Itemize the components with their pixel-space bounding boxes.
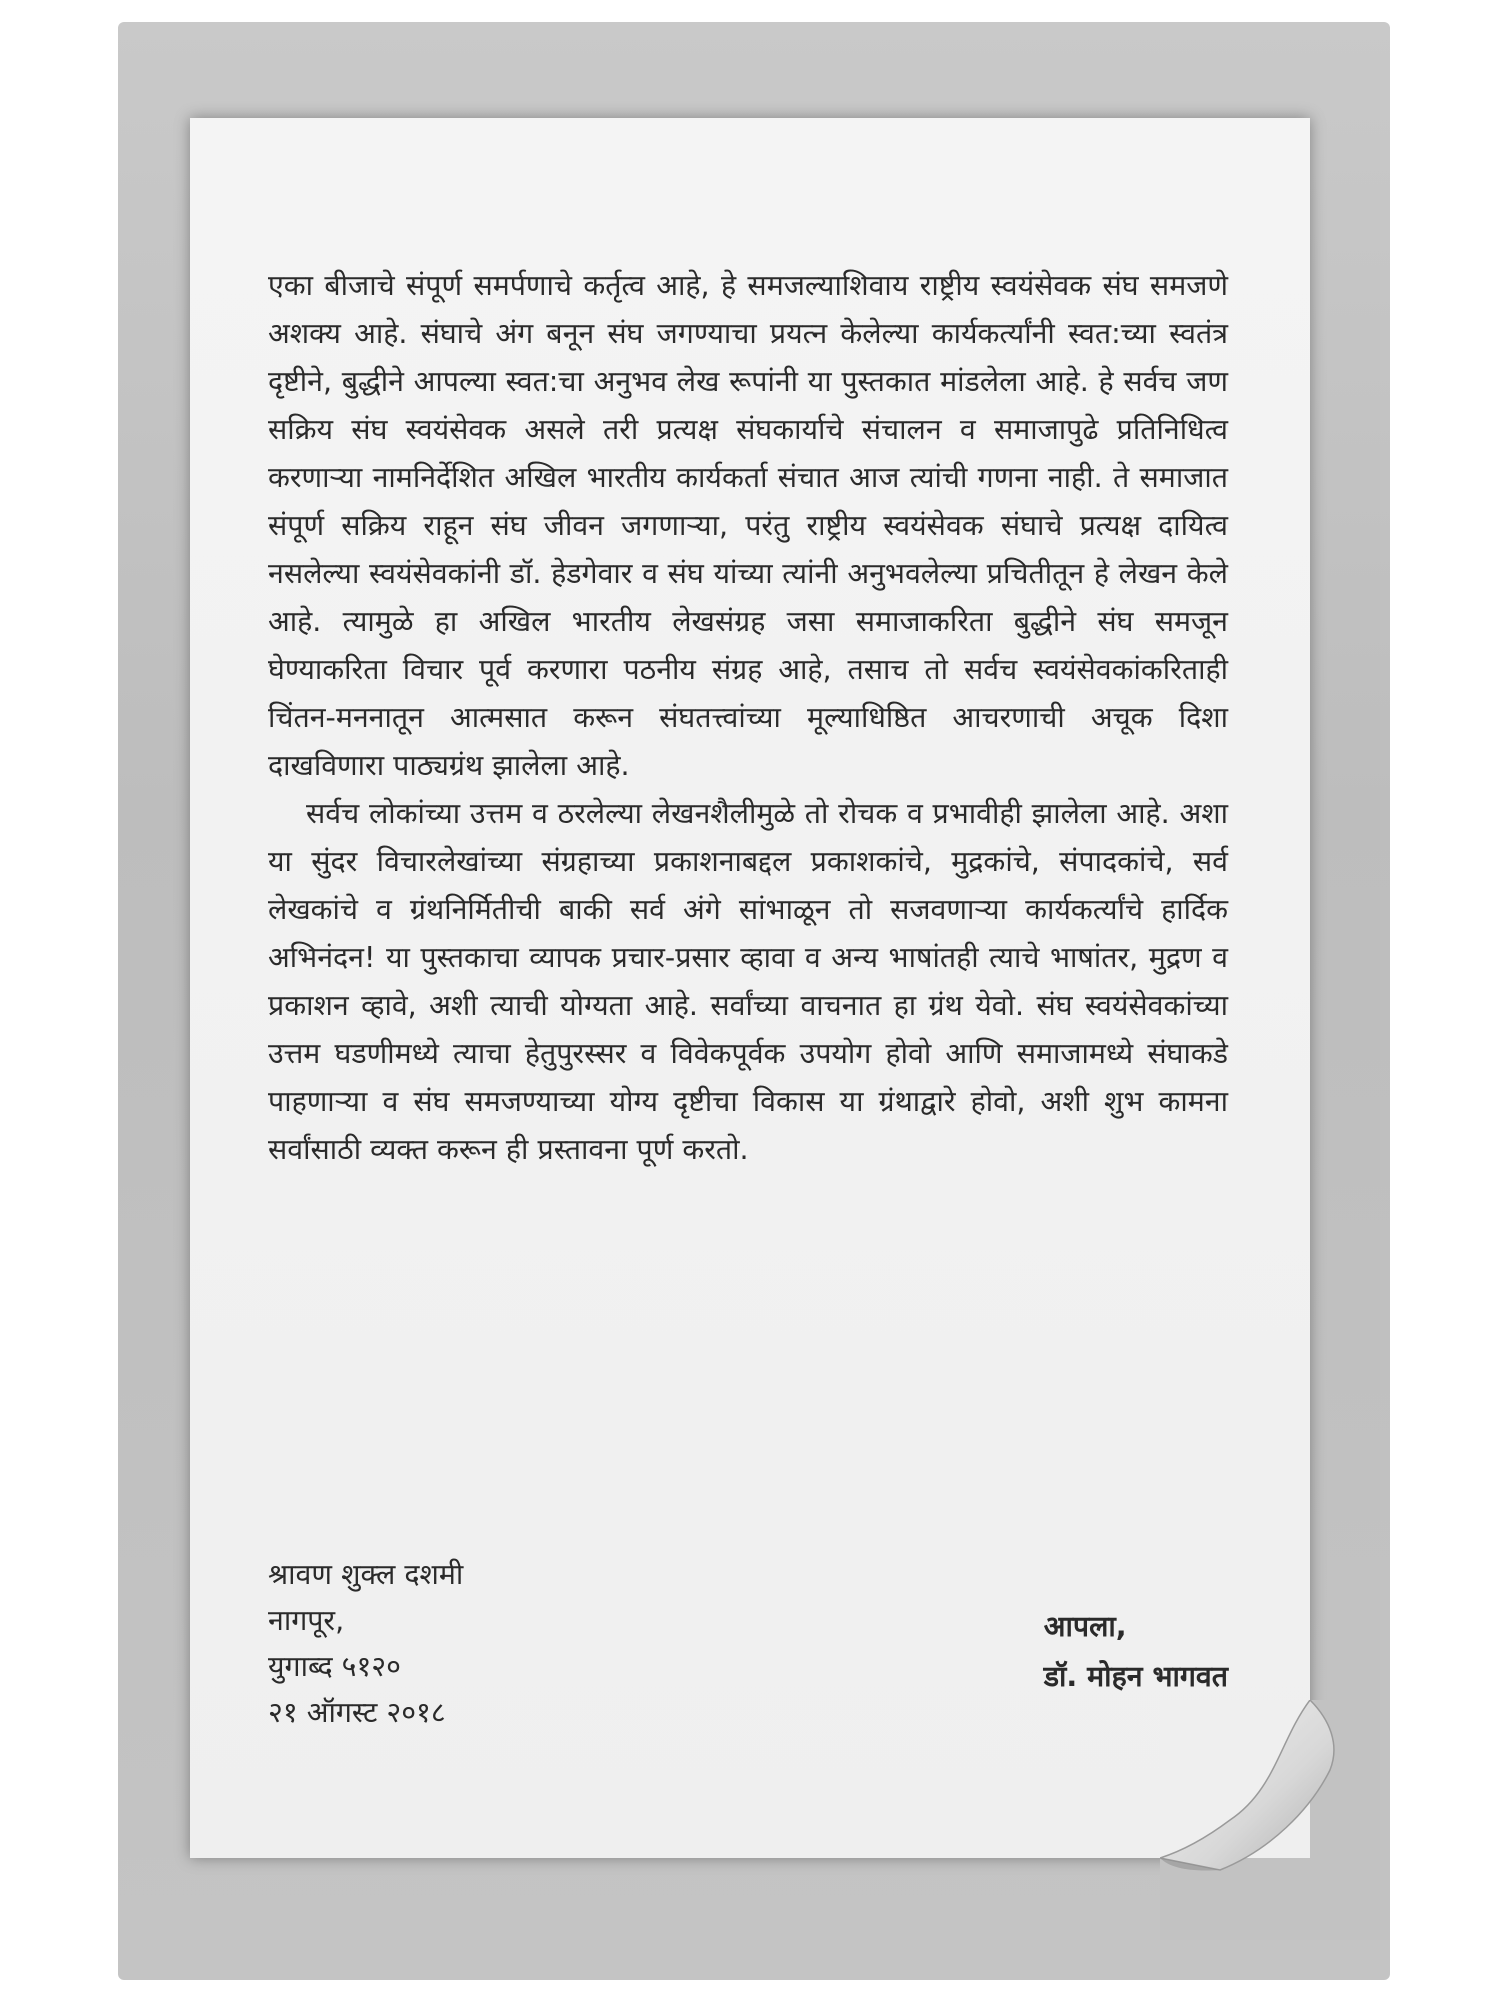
paragraph-1: एका बीजाचे संपूर्ण समर्पणाचे कर्तृत्व आहे, हे समजल्याशिवाय राष्ट्रीय स्वयंसेवक संघ समजणे अशक्य आहे. संघाचे अंग बनून संघ जगण्याचा प्रयत्न केलेल्या कार्यकर्त्यांनी स्वत:च्या स्वतंत्र दृष्टीने, बुद्धीने आपल्या स्वत:चा अनुभव लेख रूपांनी या पुस्तकात मांडलेला आहे. हे सर्वच जण सक्रिय संघ स्वयंसेवक असले तरी प्रत्यक्ष संघकार्याचे संचालन व समाजापुढे प्रतिनिधित्व करणाऱ्या नामनिर्देशित अखिल भारतीय कार्यकर्ता संचात आज त्यांची गणना नाही. ते समाजात संपूर्ण सक्रिय राहून संघ जीवन जगणाऱ्या, परंतु राष्ट्रीय स्वयंसेवक संघाचे प्रत्यक्ष दायित्व नसलेल्या स्वयंसेवकांनी डॉ. हेडगेवार व संघ यांच्या त्यांनी अनुभवलेल्या प्रचितीतून हे लेखन केले आहे. त्यामुळे हा अखिल भारतीय लेखसंग्रह जसा समाजाकरिता बुद्धीने संघ समजून घेण्याकरिता विचार पूर्व करणारा पठनीय संग्रह आहे, तसाच तो सर्वच स्वयंसेवकांकरिताही चिंतन-मननातून आत्मसात करून संघतत्त्वांच्या मूल्याधिष्ठित आचरणाची अचूक दिशा दाखविणारा पाठ्यग्रंथ झालेला आहे. [268,269,1228,782]
place-text: नागपूर, [268,1604,345,1637]
date-place-block [268,1552,463,1736]
paragraph-2: सर्वच लोकांच्या उत्तम व ठरलेल्या लेखनशैलीमुळे तो रोचक व प्रभावीही झालेला आहे. अशा या सुंदर विचारलेखांच्या संग्रहाच्या प्रकाशनाबद्दल प्रकाशकांचे, मुद्रकांचे, संपादकांचे, सर्व लेखकांचे व ग्रंथनिर्मितीची बाकी सर्व अंगे सांभाळून तो सजवणाऱ्या कार्यकर्त्यांचे हार्दिक अभिनंदन! या पुस्तकाचा व्यापक प्रचार-प्रसार व्हावा व अन्य भाषांतही त्याचे भाषांतर, मुद्रण व प्रकाशन व्हावे, अशी त्याची योग्यता आहे. सर्वांच्या वाचनात हा ग्रंथ येवो. संघ स्वयंसेवकांच्या उत्तम घडणीमध्ये त्याचा हेतुपुरस्सर व विवेकपूर्वक उपयोग होवो आणि समाजामध्ये संघाकडे पाहणाऱ्या व संघ समजण्याच्या योग्य दृष्टीचा विकास या ग्रंथाद्वारे होवो, अशी शुभ कामना सर्वांसाठी व्यक्त करून ही प्रस्तावना पूर्ण करतो. [268,797,1228,1166]
closing-text: आपला, [1043,1610,1127,1643]
author-name: डॉ. मोहन भागवत [1043,1660,1228,1693]
author-signature [1044,1602,1228,1702]
signature-block [268,1552,1228,1772]
preface-body [268,262,1228,1174]
tithi-text: श्रावण शुक्ल दशमी [268,1558,464,1591]
yugabd-text: युगाब्द ५१२० [268,1650,401,1683]
date-text: २१ ऑगस्ट २०१८ [268,1696,446,1729]
page-curl-graphic [1160,1700,1390,1940]
